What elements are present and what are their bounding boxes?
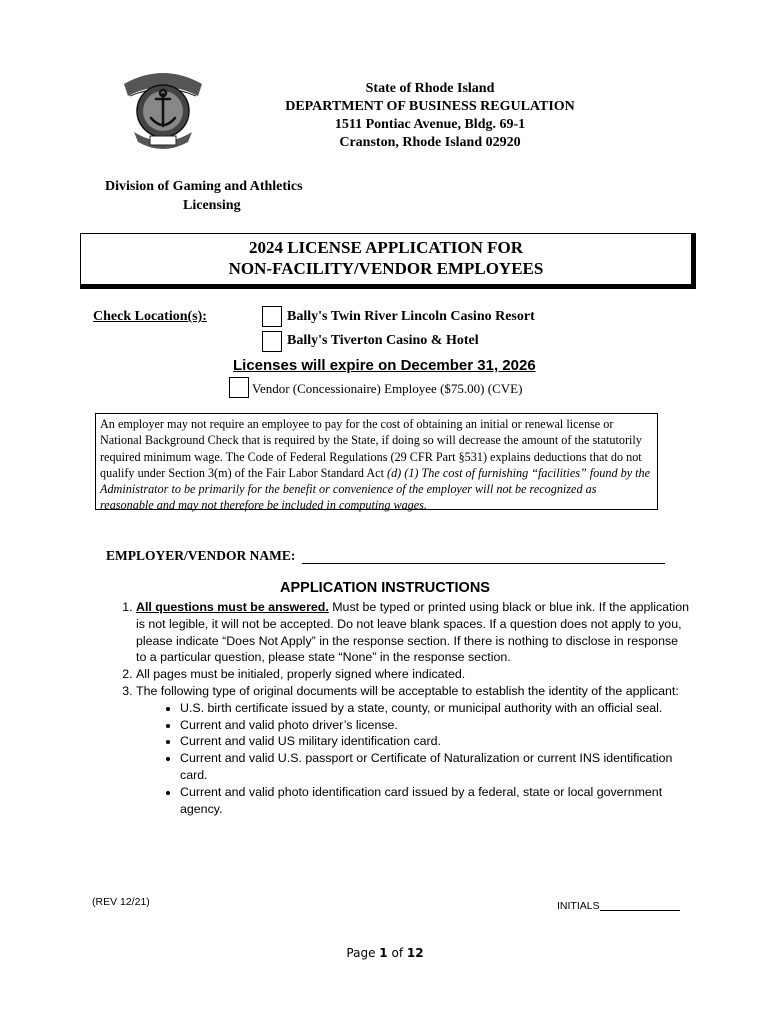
license-expiration-notice: Licenses will expire on December 31, 2026	[233, 357, 536, 374]
employer-name-label: EMPLOYER/VENDOR NAME:	[106, 548, 296, 563]
id-document-item: • Current and valid US military identification card.	[180, 733, 690, 750]
location-label-lincoln: Bally's Twin River Lincoln Casino Resort	[287, 309, 535, 324]
page-prefix: Page	[346, 946, 380, 960]
header-city: Cranston, Rhode Island 02920	[339, 135, 521, 150]
minimum-wage-notice	[95, 413, 658, 513]
location-checkbox-tiverton[interactable]	[262, 331, 282, 352]
form-title-line-2: NON-FACILITY/VENDOR EMPLOYEES	[228, 259, 544, 278]
notice-italic-text: (d) (1) The cost of furnishing “facilities” found by the Administrator to be primarily for the benefit or convenience of the employer will not be recognized as reasonable and may not therefore be included in computing wages.	[100, 465, 651, 513]
initials-label: INITIALS	[557, 900, 600, 912]
form-title-box	[80, 233, 692, 285]
instructions-list	[110, 599, 690, 817]
check-locations-label: Check Location(s):	[93, 309, 207, 324]
id-document-item: • Current and valid photo identification card issued by a federal, state or local government agency.	[180, 784, 690, 818]
instruction-text: The following type of original documents will be acceptable to establish the identity of the applicant:	[136, 683, 679, 698]
location-label-tiverton: Bally's Tiverton Casino & Hotel	[287, 333, 479, 348]
header-address: 1511 Pontiac Avenue, Bldg. 69-1	[334, 117, 526, 132]
division-line-1: Division of Gaming and Athletics	[105, 179, 303, 194]
instruction-item: 2. All pages must be initialed, properly signed where indicated.	[136, 666, 690, 683]
notice-text: An employer may not require an employee to pay for the cost of obtaining an initial or renewal license or National Background Check that is required by the State, if doing so will decrease the amount of the statutorily required minimum wage. The Code of Federal Regulations (29 CFR Part §531) explains deductions that do not qualify under Section 3(m) of the Fair Labor Standard Act	[100, 417, 642, 480]
form-title-line-1: 2024 LICENSE APPLICATION FOR	[248, 238, 524, 257]
initials-field[interactable]	[600, 910, 680, 911]
page-current: 1	[379, 946, 388, 960]
instruction-item	[136, 683, 690, 817]
rhode-island-seal-icon	[120, 66, 206, 152]
page-total: 12	[406, 946, 424, 960]
instruction-text: Must be typed or printed using black or blue ink. If the application is not legible, it will not be accepted. Do not leave blank spaces. If a question does not apply to you, please indicate “Does Not Apply” in the response section. If there is nothing to disclose in response to a particular question, please state “None” in the response section.	[136, 600, 690, 665]
instruction-emphasis: All questions must be answered.	[136, 600, 329, 614]
page-of: of	[387, 946, 407, 960]
header-state: State of Rhode Island	[365, 81, 495, 96]
division-line-2: Licensing	[183, 198, 241, 213]
department-header	[250, 80, 610, 152]
vendor-employee-checkbox[interactable]	[229, 377, 249, 398]
header-department: DEPARTMENT OF BUSINESS REGULATION	[285, 99, 575, 114]
employer-name-field[interactable]	[302, 563, 665, 564]
revision-label: (REV 12/21)	[92, 896, 150, 908]
id-document-item: • Current and valid U.S. passport or Certificate of Naturalization or current INS identification card.	[180, 750, 690, 784]
id-document-item: • U.S. birth certificate issued by a state, county, or municipal authority with an official seal.	[180, 700, 690, 717]
division-name	[105, 177, 303, 215]
location-checkbox-lincoln[interactable]	[262, 306, 282, 327]
page-number	[0, 946, 770, 960]
vendor-employee-label: Vendor (Concessionaire) Employee ($75.00) (CVE)	[252, 381, 523, 396]
id-document-item: • Current and valid photo driver’s license.	[180, 717, 690, 734]
instructions-title: APPLICATION INSTRUCTIONS	[280, 580, 490, 596]
instruction-item	[136, 599, 690, 666]
